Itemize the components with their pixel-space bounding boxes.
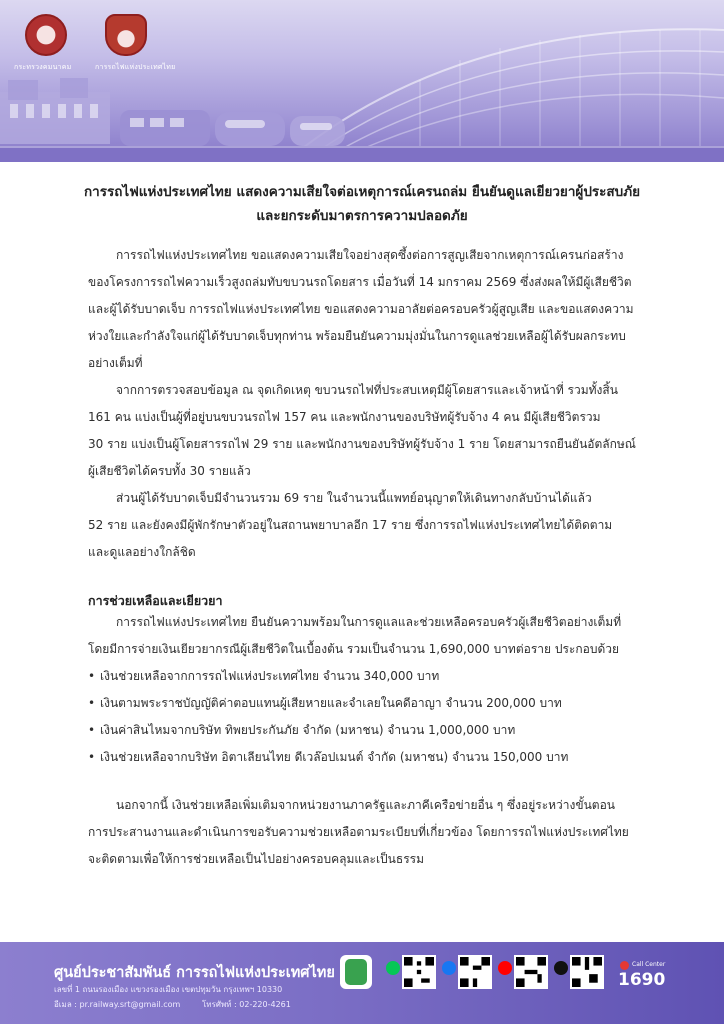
paragraph-line: ผู้เสียชีวิตได้ครบทั้ง 30 รายแล้ว (88, 464, 251, 478)
paragraph-1 (88, 242, 688, 377)
section-heading-relief: การช่วยเหลือและเยียวยา (88, 593, 223, 608)
qr-code (570, 955, 604, 989)
paragraph-3 (88, 485, 688, 566)
paragraph-line: การรถไฟแห่งประเทศไทย ยืนยันความพร้อมในการดูแลและช่วยเหลือครอบครัวผู้เสียชีวิตอย่างเต็มที่ (116, 615, 622, 629)
paragraph-line: การรถไฟแห่งประเทศไทย ขอแสดงความเสียใจอย่างสุดซึ้งต่อการสูญเสียจากเหตุการณ์เครนก่อสร้าง (116, 248, 624, 262)
paragraph-line: โดยมีการจ่ายเงินเยียวยากรณีผู้เสียชีวิตในเบื้องต้น รวมเป็นจำนวน 1,690,000 บาทต่อราย ประกอบด้วย (88, 642, 620, 656)
call-center-icon (620, 961, 629, 970)
paragraph-4 (88, 609, 688, 771)
paragraph-line: ห่วงใยและกำลังใจแก่ผู้ได้รับบาดเจ็บทุกท่าน พร้อมยืนยันความมุ่งมั่นในการดูแลช่วยเหลือผู้ได้รับผลกระทบ (88, 329, 626, 343)
list-item: • เงินช่วยเหลือจากการรถไฟแห่งประเทศไทย จำนวน 340,000 บาท (88, 669, 440, 683)
footer-address: เลขที่ 1 ถนนรองเมือง แขวงรองเมือง เขตปทุมวัน กรุงเทพฯ 10330 (54, 985, 283, 994)
list-item-text: เงินตามพระราชบัญญัติค่าตอบแทนผู้เสียหายและจำเลยในคดีอาญา จำนวน 200,000 บาท (100, 696, 562, 710)
page-title-line1: การรถไฟแห่งประเทศไทย แสดงความเสียใจต่อเหตุการณ์เครนถล่ม ยืนยันดูแลเยียวยาผู้ประสบภัย (83, 184, 641, 200)
logo2-caption: การรถไฟแห่งประเทศไทย (95, 63, 176, 71)
qr-tiktok[interactable] (554, 955, 606, 1019)
ministry-of-transport-logo (25, 14, 67, 56)
call-center-number[interactable]: 1690 (618, 970, 666, 990)
paragraph-line: จะติดตามเพื่อให้การช่วยเหลือเป็นไปอย่างครอบคลุมและเป็นธรรม (88, 852, 425, 866)
paragraph-line: 30 ราย แบ่งเป็นผู้โดยสารรถไฟ 29 ราย และพนักงานของบริษัทผู้รับจ้าง 1 ราย โดยสามารถยืนยันอัตลักษณ์ (88, 437, 636, 451)
footer-title: ศูนย์ประชาสัมพันธ์ การรถไฟแห่งประเทศไทย (54, 965, 335, 981)
header-banner (0, 0, 724, 162)
paragraph-line: นอกจากนี้ เงินช่วยเหลือเพิ่มเติมจากหน่วยงานภาครัฐและภาคีเครือข่ายอื่น ๆ ซึ่งอยู่ระหว่างขั้นตอน (116, 798, 616, 812)
tiktok-icon (554, 961, 568, 975)
paragraph-line: 52 ราย และยังคงมีผู้พักรักษาตัวอยู่ในสถานพยาบาลอีก 17 ราย ซึ่งการรถไฟแห่งประเทศไทยได้ติดตาม (88, 518, 613, 532)
paragraph-line: การประสานงานและดำเนินการขอรับความช่วยเหลือตามระเบียบที่เกี่ยวข้อง โดยการรถไฟแห่งประเทศไทย (88, 825, 629, 839)
footer-tel: โทรศัพท์ : 02-220-4261 (202, 1000, 291, 1009)
youtube-icon (498, 961, 512, 975)
paragraph-5 (88, 792, 688, 873)
page-title-line2: และยกระดับมาตรการความปลอดภัย (256, 208, 468, 224)
paragraph-line: จากการตรวจสอบข้อมูล ณ จุดเกิดเหตุ ขบวนรถไฟที่ประสบเหตุมีผู้โดยสารและเจ้าหน้าที่ รวมทั้งสิ้น (116, 383, 618, 397)
list-item-text: เงินค่าสินไหมจากบริษัท ทิพยประกันภัย จำกัด (มหาชน) จำนวน 1,000,000 บาท (100, 723, 516, 737)
qr-code (514, 955, 548, 989)
qr-code (458, 955, 492, 989)
qr-code (402, 955, 436, 989)
qr-youtube[interactable] (498, 955, 550, 1019)
paragraph-line: และดูแลอย่างใกล้ชิด (88, 545, 196, 559)
call-center-label: Call Center (632, 961, 666, 968)
srt-logo (105, 14, 147, 56)
list-item: • เงินค่าสินไหมจากบริษัท ทิพยประกันภัย จำกัด (มหาชน) จำนวน 1,000,000 บาท (88, 723, 516, 737)
paragraph-line: 161 คน แบ่งเป็นผู้ที่อยู่บนขบวนรถไฟ 157 คน และพนักงานของบริษัทผู้รับจ้าง 4 คน มีผู้เสียชีวิตรวม (88, 410, 601, 424)
logo1-caption: กระทรวงคมนาคม (14, 63, 72, 71)
qr-facebook[interactable] (442, 955, 494, 1019)
list-item-text: เงินช่วยเหลือจากบริษัท อิตาเลียนไทย ดีเวล๊อปเมนต์ จำกัด (มหาชน) จำนวน 150,000 บาท (100, 750, 569, 764)
footer-email[interactable]: อีเมล : pr.railway.srt@gmail.com (54, 1000, 181, 1009)
list-item: • เงินตามพระราชบัญญัติค่าตอบแทนผู้เสียหายและจำเลยในคดีอาญา จำนวน 200,000 บาท (88, 696, 562, 710)
list-item-text: เงินช่วยเหลือจากการรถไฟแห่งประเทศไทย จำนวน 340,000 บาท (100, 669, 440, 683)
facebook-icon (442, 961, 456, 975)
paragraph-line: ส่วนผู้ได้รับบาดเจ็บมีจำนวนรวม 69 ราย ในจำนวนนี้แพทย์อนุญาตให้เดินทางกลับบ้านได้แล้ว (116, 491, 592, 505)
paragraph-2 (88, 377, 688, 485)
list-item: • เงินช่วยเหลือจากบริษัท อิตาเลียนไทย ดีเวล๊อปเมนต์ จำกัด (มหาชน) จำนวน 150,000 บาท (88, 750, 569, 764)
paragraph-line: อย่างเต็มที่ (88, 356, 143, 370)
paragraph-line: และผู้ได้รับบาดเจ็บ การรถไฟแห่งประเทศไทย ขอแสดงความอาลัยต่อครอบครัวผู้สูญเสีย และขอแสดงความ (88, 302, 634, 316)
line-icon (386, 961, 400, 975)
srt-app-icon[interactable] (340, 955, 372, 989)
qr-line[interactable] (386, 955, 438, 1019)
paragraph-line: ของโครงการรถไฟความเร็วสูงถล่มทับขบวนรถโดยสาร เมื่อวันที่ 14 มกราคม 2569 ซึ่งส่งผลให้มีผู้เสียชีวิต (88, 275, 632, 289)
